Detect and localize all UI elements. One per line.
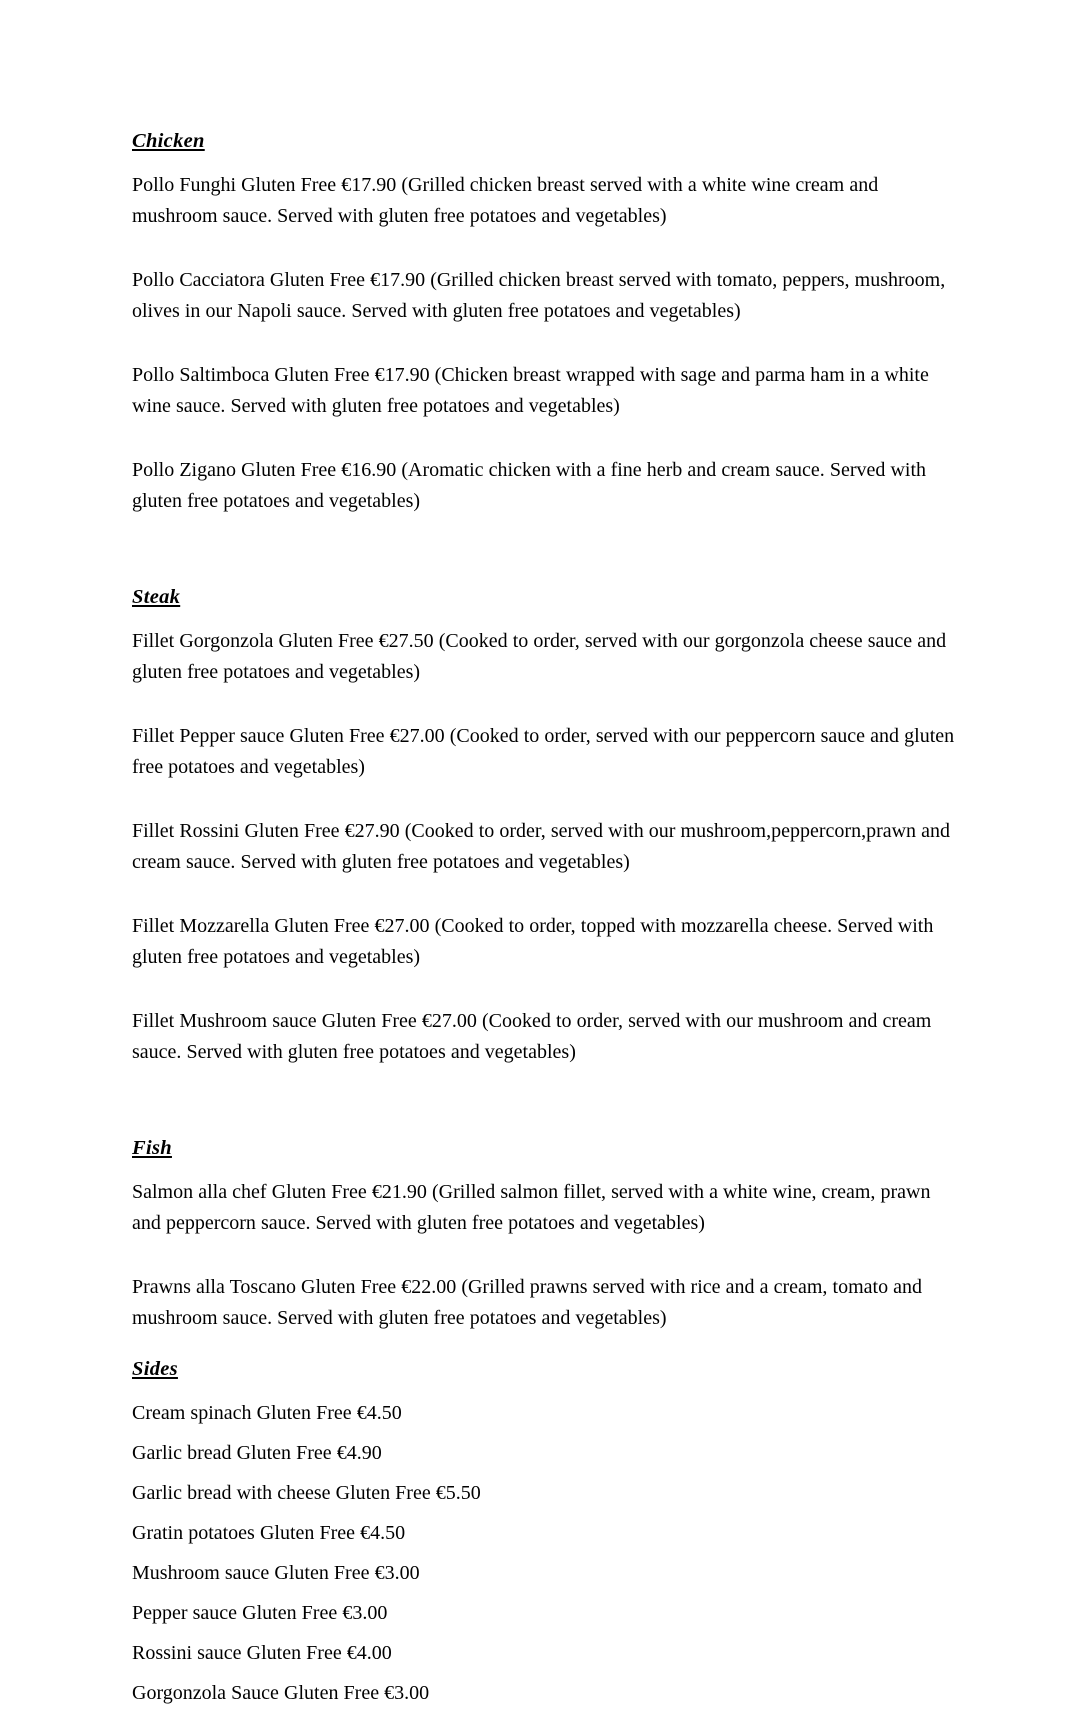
menu-item: Pollo Saltimboca Gluten Free €17.90 (Chicken breast wrapped with sage and parma ham in a white wine sauce. Served with gluten free potatoes and vegetables) <box>132 364 929 417</box>
menu-item: Pollo Cacciatora Gluten Free €17.90 (Grilled chicken breast served with tomato, peppers, mushroom, olives in our Napoli sauce. Served with gluten free potatoes and vegetables) <box>132 269 946 322</box>
menu-item: Mushroom sauce Gluten Free €3.00 <box>132 1562 420 1584</box>
menu-item: Garlic bread Gluten Free €4.90 <box>132 1442 382 1464</box>
menu-item: Fillet Mushroom sauce Gluten Free €27.00 (Cooked to order, served with our mushroom and cream sauce. Served with gluten free potatoes and vegetables) <box>132 1010 932 1063</box>
menu-item: Gratin potatoes Gluten Free €4.50 <box>132 1522 406 1544</box>
section-fish <box>132 1133 956 1334</box>
section-sides <box>132 1354 956 1709</box>
menu-item: Cream spinach Gluten Free €4.50 <box>132 1402 402 1424</box>
menu-item: Rossini sauce Gluten Free €4.00 <box>132 1642 392 1664</box>
section-steak <box>132 582 956 1068</box>
menu-item: Gorgonzola Sauce Gluten Free €3.00 <box>132 1682 430 1704</box>
section-heading-sides: Sides <box>132 1358 178 1380</box>
menu-item: Pollo Funghi Gluten Free €17.90 (Grilled chicken breast served with a white wine cream and mushroom sauce. Served with gluten free potatoes and vegetables) <box>132 174 879 227</box>
section-heading-fish: Fish <box>132 1137 172 1159</box>
menu-item: Fillet Mozzarella Gluten Free €27.00 (Cooked to order, topped with mozzarella cheese. Served with gluten free potatoes and vegetables) <box>132 915 934 968</box>
menu-item: Garlic bread with cheese Gluten Free €5.50 <box>132 1482 481 1504</box>
menu-content <box>132 126 956 1718</box>
menu-item: Fillet Gorgonzola Gluten Free €27.50 (Cooked to order, served with our gorgonzola cheese sauce and gluten free potatoes and vegetables) <box>132 630 947 683</box>
menu-item: Pollo Zigano Gluten Free €16.90 (Aromatic chicken with a fine herb and cream sauce. Served with gluten free potatoes and vegetables) <box>132 459 927 512</box>
menu-item: Fillet Rossini Gluten Free €27.90 (Cooked to order, served with our mushroom,peppercorn,prawn and cream sauce. Served with gluten free potatoes and vegetables) <box>132 820 951 873</box>
menu-item: Prawns alla Toscano Gluten Free €22.00 (Grilled prawns served with rice and a cream, tomato and mushroom sauce. Served with gluten free potatoes and vegetables) <box>132 1276 923 1329</box>
menu-item: Fillet Pepper sauce Gluten Free €27.00 (Cooked to order, served with our peppercorn sauce and gluten free potatoes and vegetables) <box>132 725 955 778</box>
menu-item: Salmon alla chef Gluten Free €21.90 (Grilled salmon fillet, served with a white wine, cream, prawn and peppercorn sauce. Served with gluten free potatoes and vegetables) <box>132 1181 931 1234</box>
menu-item: Pepper sauce Gluten Free €3.00 <box>132 1602 388 1624</box>
section-heading-chicken: Chicken <box>132 130 205 152</box>
section-heading-steak: Steak <box>132 586 181 608</box>
section-chicken <box>132 126 956 517</box>
